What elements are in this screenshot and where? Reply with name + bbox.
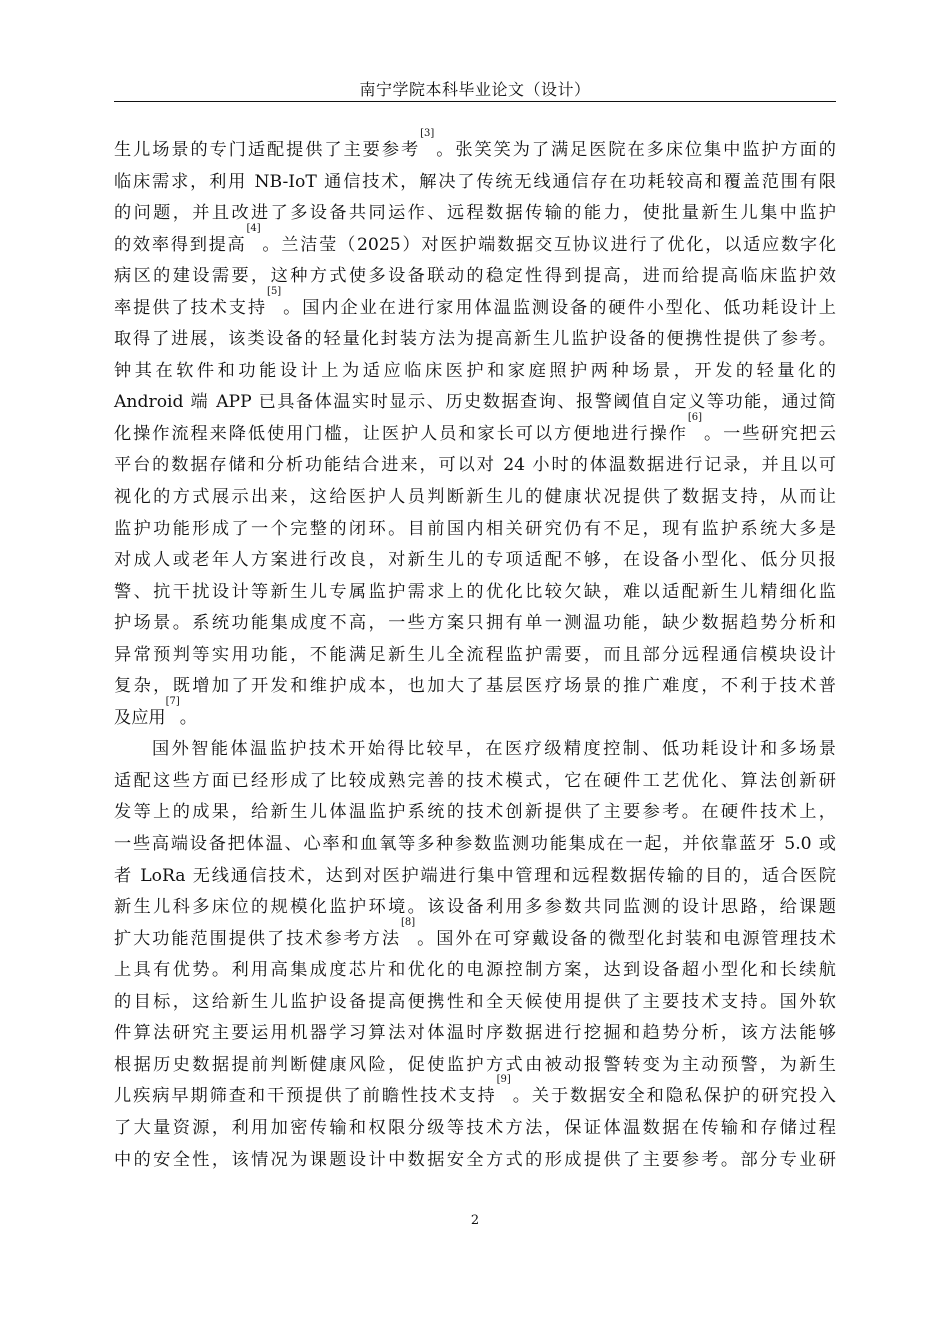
text-run: 复杂，既增加了开发和维护成本，也加大了基层医疗场景的推广难度，不利于技术普 xyxy=(114,676,836,697)
text-line xyxy=(114,128,836,167)
text-run: 临床需求，利用 NB-IoT 通信技术，解决了传统无线通信存在功耗较高和覆盖范围有限 xyxy=(114,171,836,192)
citation-ref: [9] xyxy=(496,1074,511,1086)
text-line xyxy=(114,766,836,798)
text-run: 异常预判等实用功能，不能满足新生儿全流程监护需要，而且部分远程通信模块设计 xyxy=(114,644,836,665)
text-run: 者 LoRa 无线通信技术，达到对医护端进行集中管理和远程数据传输的目的，适合医院 xyxy=(114,865,836,886)
text-line xyxy=(114,861,836,893)
text-run: 率提供了技术支持 xyxy=(114,297,268,318)
text-line xyxy=(114,387,836,419)
text-line xyxy=(114,198,836,230)
text-line xyxy=(114,1018,836,1050)
text-run: 视化的方式展示出来，这给医护人员判断新生儿的健康状况提供了数据支持，从而让 xyxy=(114,487,836,508)
text-line xyxy=(114,356,836,388)
citation-ref: [4] xyxy=(246,222,261,234)
text-line xyxy=(114,1050,836,1082)
text-run: 。国外在可穿戴设备的微型化封装和电源管理技术 xyxy=(415,928,836,949)
text-run: 的目标，这给新生儿监护设备提高便携性和全天候使用提供了主要技术支持。国外软 xyxy=(114,991,836,1012)
text-line xyxy=(114,695,836,735)
text-run: 化操作流程来降低使用门槛，让医护人员和家长可以方便地进行操作 xyxy=(114,423,688,444)
text-run: 护场景。系统功能集成度不高，一些方案只拥有单一测温功能，缺少数据趋势分析和 xyxy=(114,613,836,634)
text-run: 警、抗干扰设计等新生儿专属监护需求上的优化比较欠缺，难以适配新生儿精细化监 xyxy=(114,581,836,602)
text-run: 根据历史数据提前判断健康风险，促使监护方式由被动报警转变为主动预警，为新生 xyxy=(114,1054,836,1075)
text-run: 对成人或老年人方案进行改良，对新生儿的专项适配不够，在设备小型化、低分贝报 xyxy=(114,550,836,571)
text-run: 件算法研究主要运用机器学习算法对体温时序数据进行挖掘和趋势分析，该方法能够 xyxy=(114,1023,836,1044)
text-run: 。张笑笑为了满足医院在多床位集中监护方面的 xyxy=(434,140,836,160)
citation-ref: [3] xyxy=(420,128,435,139)
text-line xyxy=(114,987,836,1019)
text-line xyxy=(114,411,836,451)
text-line xyxy=(114,955,836,987)
text-line xyxy=(114,324,836,356)
page-number: 2 xyxy=(470,1213,480,1228)
text-line xyxy=(114,285,836,325)
text-line xyxy=(114,450,836,482)
text-line xyxy=(114,577,836,609)
text-line xyxy=(114,640,836,672)
text-run: 。一些研究把云 xyxy=(702,423,836,444)
text-run: 适配这些方面已经形成了比较成熟完善的技术模式，它在硬件工艺优化、算法创新研 xyxy=(114,770,836,791)
text-line xyxy=(114,167,836,199)
text-line xyxy=(114,222,836,262)
text-run: 。关于数据安全和隐私保护的研究投入 xyxy=(510,1086,836,1107)
text-line xyxy=(114,671,836,703)
text-run: Android 端 APP 已具备体温实时显示、历史数据查询、报警阈值自定义等功能，通过简 xyxy=(114,392,836,413)
text-line xyxy=(114,261,836,293)
header-divider xyxy=(114,101,836,102)
text-line xyxy=(114,797,836,829)
text-run: 平台的数据存储和分析功能结合进来，可以对 24 小时的体温数据进行记录，并且以可 xyxy=(114,455,836,476)
text-run: 中的安全性，该情况为课题设计中数据安全方式的形成提供了主要参考。部分专业研 xyxy=(114,1149,836,1170)
text-run: 新生儿科多床位的规模化监护环境。该设备利用多参数共同监测的设计思路，给课题 xyxy=(114,897,836,918)
text-run: 。 xyxy=(179,707,197,728)
citation-ref: [8] xyxy=(400,916,416,928)
citation-ref: [7] xyxy=(165,695,180,707)
text-run: 扩大功能范围提供了技术参考方法 xyxy=(114,928,401,949)
body-text xyxy=(114,128,836,1176)
text-line xyxy=(114,545,836,577)
page-header-title: 南宁学院本科毕业论文（设计） xyxy=(359,80,591,99)
citation-ref: [5] xyxy=(267,285,282,297)
text-line xyxy=(114,1113,836,1145)
text-run: 及应用 xyxy=(114,707,166,728)
text-line xyxy=(114,916,836,956)
text-line xyxy=(114,734,836,766)
paragraph xyxy=(114,128,836,734)
text-line xyxy=(114,829,836,861)
text-run: 。国内企业在进行家用体温监测设备的硬件小型化、低功耗设计上 xyxy=(281,297,836,318)
text-run: 监护功能形成了一个完整的闭环。目前国内相关研究仍有不足，现有监护系统大多是 xyxy=(114,518,836,539)
text-line xyxy=(114,514,836,546)
paragraph xyxy=(114,734,836,1176)
text-run: 了大量资源，利用加密传输和权限分级等技术方法，保证体温数据在传输和存储过程 xyxy=(114,1117,836,1138)
text-line xyxy=(114,892,836,924)
text-run: 取得了进展，该类设备的轻量化封装方法为提高新生儿监护设备的便携性提供了参考。 xyxy=(114,329,836,350)
text-line xyxy=(114,1074,836,1113)
text-line xyxy=(114,608,836,640)
text-line xyxy=(114,482,836,514)
text-run: 发等上的成果，给新生儿体温监护系统的技术创新提供了主要参考。在硬件技术上， xyxy=(114,802,836,823)
text-run: 生儿场景的专门适配提供了主要参考 xyxy=(114,140,421,160)
text-run: 一些高端设备把体温、心率和血氧等多种参数监测功能集成在一起，并依靠蓝牙 5.0 或 xyxy=(114,834,836,855)
text-run: 。兰洁莹（2025）对医护端数据交互协议进行了优化，以适应数字化 xyxy=(260,234,836,255)
text-run: 国外智能体温监护技术开始得比较早，在医疗级精度控制、低功耗设计和多场景 xyxy=(152,739,836,760)
text-line xyxy=(114,1145,836,1177)
text-run: 的效率得到提高 xyxy=(114,234,247,255)
text-run: 儿疾病早期筛查和干预提供了前瞻性技术支持 xyxy=(114,1086,497,1107)
text-run: 的问题，并且改进了多设备共同运作、远程数据传输的能力，使批量新生儿集中监护 xyxy=(114,203,836,224)
citation-ref: [6] xyxy=(687,411,703,423)
text-run: 上具有优势。利用高集成度芯片和优化的电源控制方案，达到设备超小型化和长续航 xyxy=(114,960,836,981)
text-run: 病区的建设需要，这种方式使多设备联动的稳定性得到提高，进而给提高临床监护效 xyxy=(114,266,836,287)
text-run: 钟其在软件和功能设计上为适应临床医护和家庭照护两种场景，开发的轻量化的 xyxy=(114,360,836,381)
